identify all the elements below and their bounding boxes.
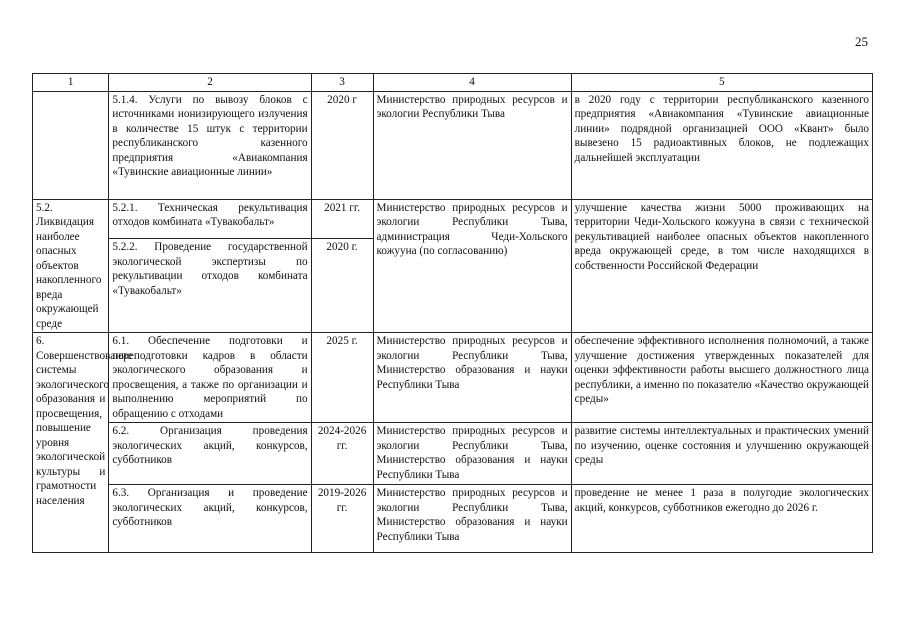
- executor-cell: Министерство природных ресурсов и экологии Республики Тыва, Министерство образования и науки Республики Тыва: [373, 333, 571, 423]
- result-cell: развитие системы интеллектуальных и практических умений по изучению, оценке состояния и улучшению окружающей среды: [571, 423, 872, 485]
- table-row: [33, 333, 873, 423]
- task-cell: 5.2. Ликвидация наиболее опасных объектов накопленного вреда окружающей среде: [33, 199, 109, 333]
- action-cell: 6.3. Организация и проведение экологических акций, конкурсов, субботников: [109, 485, 311, 553]
- action-cell: 6.2. Организация проведения экологических акций, конкурсов, субботников: [109, 423, 311, 485]
- measures-table: [32, 73, 873, 553]
- executor-cell: Министерство природных ресурсов и экологии Республики Тыва, Министерство образования и науки Республики Тыва: [373, 485, 571, 553]
- column-number-1: 1: [33, 74, 109, 92]
- table-header-row: [33, 74, 873, 92]
- term-cell: 2024-2026 гг.: [311, 423, 373, 485]
- term-cell: 2019-2026 гг.: [311, 485, 373, 553]
- task-cell: [33, 91, 109, 199]
- result-cell: в 2020 году с территории республиканского казенного предприятия «Авиакомпания «Тувинские авиационные линии» подрядной организацией ООО «Квант» было вывезено 15 радиоактивных блоков, не подлежащих дальнейшей эксплуатации: [571, 91, 872, 199]
- result-cell: обеспечение эффективного исполнения полномочий, а также улучшение достижения утвержденных показателей для оценки эффективности работы высшего должностного лица республики, а именно по показателю «Качество окружающей среды»: [571, 333, 872, 423]
- column-number-4: 4: [373, 74, 571, 92]
- executor-cell: Министерство природных ресурсов и экологии Республики Тыва, Министерство образования и науки Республики Тыва: [373, 423, 571, 485]
- task-cell: 6. Совершенствование системы экологического образования и просвещения, повышение уровня экологической культуры и грамотности населения: [33, 333, 109, 553]
- term-cell: 2025 г.: [311, 333, 373, 423]
- result-cell: улучшение качества жизни 5000 проживающих на территории Чеди-Хольского кожууна в связи с технической рекультивацией наиболее опасных объектов накопленного вреда окружающей среде, в том числе находящихся в собственности Российской Федерации: [571, 199, 872, 333]
- table-row: [33, 91, 873, 199]
- column-number-2: 2: [109, 74, 311, 92]
- action-cell: 5.2.1. Техническая рекультивация отходов комбината «Тувакобальт»: [109, 199, 311, 239]
- column-number-3: 3: [311, 74, 373, 92]
- term-cell: 2020 г.: [311, 239, 373, 333]
- table-row: [33, 423, 873, 485]
- result-cell: проведение не менее 1 раза в полугодие экологических акций, конкурсов, субботников ежегодно до 2026 г.: [571, 485, 872, 553]
- column-number-5: 5: [571, 74, 872, 92]
- action-cell: 6.1. Обеспечение подготовки и переподготовки кадров в области экологического образования и просвещения, а также по организации и выполнению мероприятий по обращению с отходами: [109, 333, 311, 423]
- term-cell: 2021 гг.: [311, 199, 373, 239]
- executor-cell: Министерство природных ресурсов и экологии Республики Тыва: [373, 91, 571, 199]
- action-cell: 5.2.2. Проведение государственной экологической экспертизы по рекультивации отходов комбината «Тувакобальт»: [109, 239, 311, 333]
- action-cell: 5.1.4. Услуги по вывозу блоков с источниками ионизирующего излучения в количестве 15 штук с территории республиканского казенного предприятия «Авиакомпания «Тувинские авиационные линии»: [109, 91, 311, 199]
- term-cell: 2020 г: [311, 91, 373, 199]
- executor-cell: Министерство природных ресурсов и экологии Республики Тыва, администрация Чеди-Хольского кожууна (по согласованию): [373, 199, 571, 333]
- table-row: [33, 485, 873, 553]
- page-number: 25: [855, 34, 868, 49]
- table-row: [33, 199, 873, 239]
